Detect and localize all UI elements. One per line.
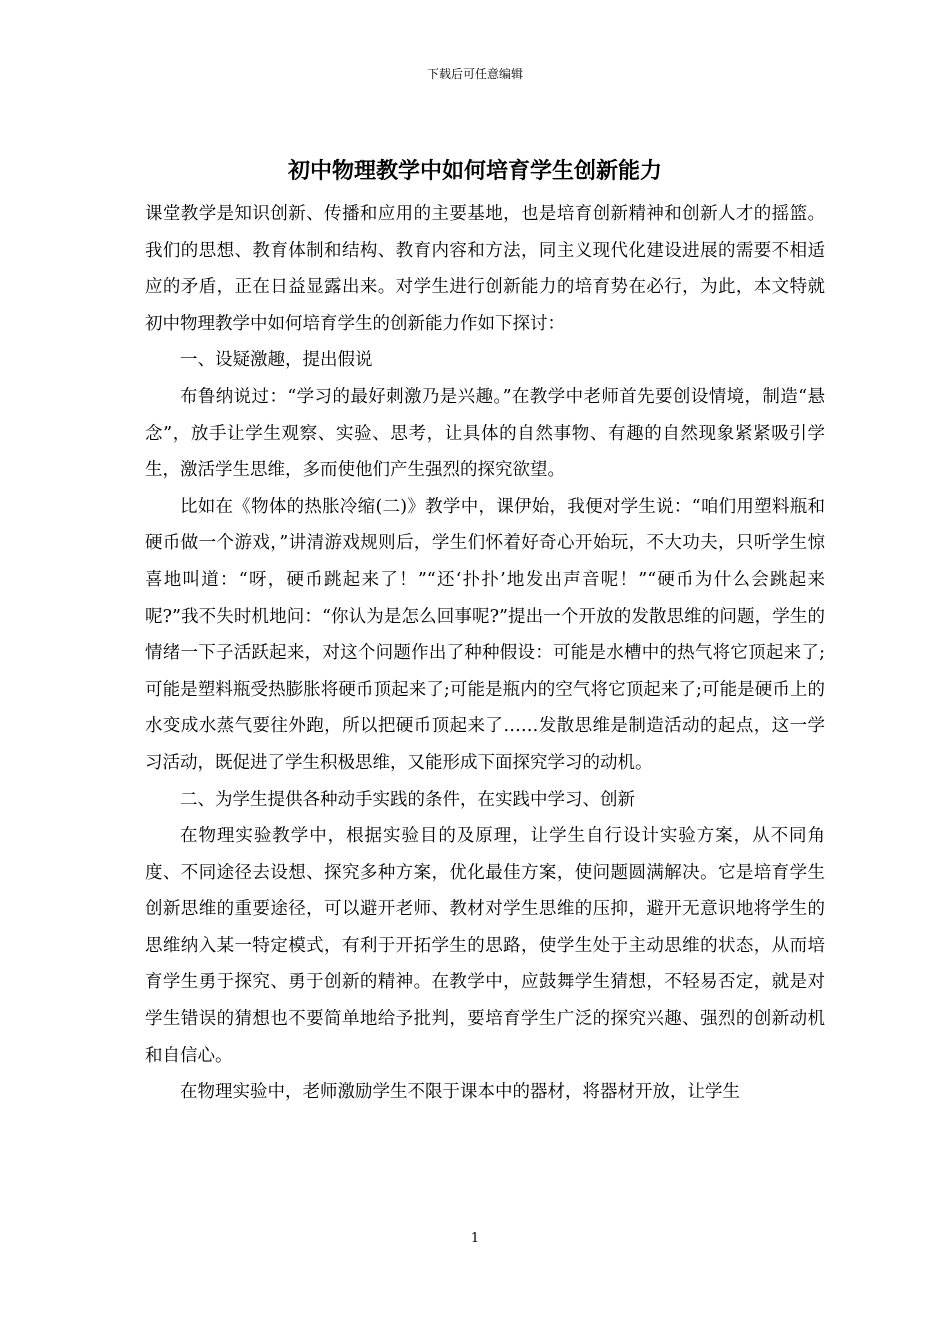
paragraph: 布鲁纳说过：“学习的最好刺激乃是兴趣。”在教学中老师首先要创设情境，制造“悬念”，放手让学生观察、实验、思考，让具体的自然事物、有趣的自然现象紧紧吸引学生，激活学生思维，多而使他们产生强烈的探究欲望。 bbox=[145, 386, 825, 481]
paragraph-intro: 课堂教学是知识创新、传播和应用的主要基地，也是培育创新精神和创新人才的摇篮。我们的思想、教育体制和结构、教育内容和方法，同主义现代化建设进展的需要不相适应的矛盾，正在日益显露出来。对学生进行创新能力的培育势在必行，为此，本文特就初中物理教学中如何培育学生的创新能力作如下探讨： bbox=[145, 204, 825, 334]
page-header-note: 下载后可任意编辑 bbox=[426, 67, 523, 81]
document-title: 初中物理教学中如何培育学生创新能力 bbox=[287, 158, 662, 184]
section-heading-1: 一、设疑激趣，提出假说 bbox=[180, 350, 373, 371]
page-number: 1 bbox=[470, 1231, 480, 1246]
paragraph: 比如在《物体的热胀冷缩(二)》教学中，课伊始，我便对学生说：“咱们用塑料瓶和硬币做一个游戏，”讲清游戏规则后，学生们怀着好奇心开始玩，不大功夫，只听学生惊喜地叫道：“呀，硬币跳起来了！”“还‘扑扑’地发出声音呢！”“硬币为什么会跳起来呢?”我不失时机地问：“你认为是怎么回事呢?”提出一个开放的发散思维的问题，学生的情绪一下子活跃起来，对这个问题作出了种种假设：可能是水槽中的热气将它顶起来了;可能是塑料瓶受热膨胀将硬币顶起来了;可能是瓶内的空气将它顶起来了;可能是硬币上的水变成水蒸气要往外跑，所以把硬币顶起来了……发散思维是制造活动的起点，这一学习活动，既促进了学生积极思维，又能形成下面探究学习的动机。 bbox=[145, 496, 825, 773]
paragraph: 在物理实验教学中，根据实验目的及原理，让学生自行设计实验方案，从不同角度、不同途径去设想、探究多种方案，优化最佳方案，使问题圆满解决。它是培育学生创新思维的重要途径，可以避开老师、教材对学生思维的压抑，避开无意识地将学生的思维纳入某一特定模式，有利于开拓学生的思路，使学生处于主动思维的状态，从而培育学生勇于探究、勇于创新的精神。在教学中，应鼓舞学生猜想，不轻易否定，就是对学生错误的猜想也不要简单地给予批判，要培育学生广泛的探究兴趣、强烈的创新动机和自信心。 bbox=[145, 826, 825, 1066]
paragraph: 在物理实验中，老师激励学生不限于课本中的器材，将器材开放，让学生 bbox=[180, 1082, 740, 1103]
section-heading-2: 二、为学生提供各种动手实践的条件，在实践中学习、创新 bbox=[180, 789, 635, 810]
document-body bbox=[145, 196, 825, 1111]
